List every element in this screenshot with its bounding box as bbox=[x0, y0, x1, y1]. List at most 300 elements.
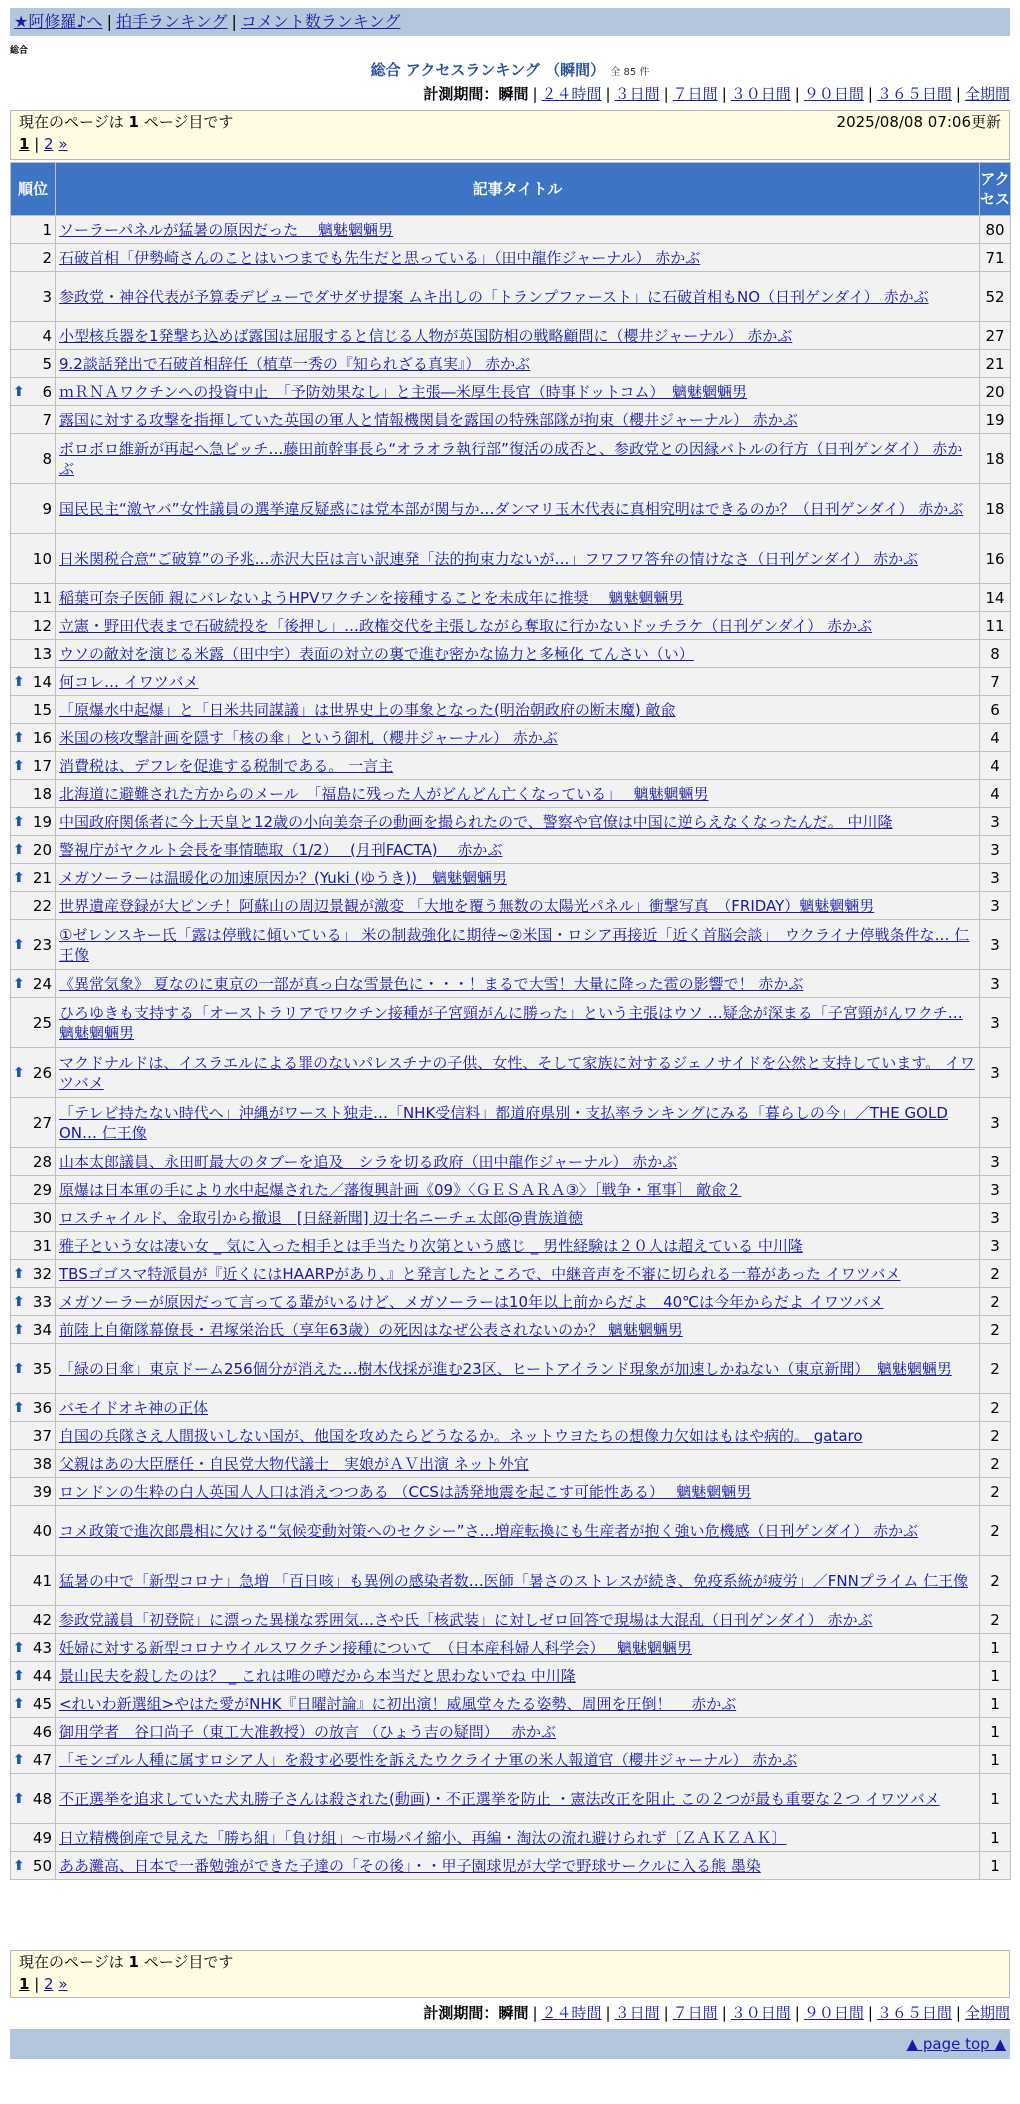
article-link[interactable]: 妊婦に対する新型コロナウイルスワクチン接種について （日本産科婦人科学会） 魑魅魍魎男 bbox=[59, 1638, 692, 1657]
rank-cell bbox=[11, 696, 56, 724]
article-link[interactable]: ウソの敵対を演じる米露（田中宇）表面の対立の裏で進む密かな協力と多極化 てんさい（い） bbox=[59, 644, 694, 663]
period-link-5[interactable]: ９０日間 bbox=[803, 85, 864, 103]
table-row bbox=[11, 970, 1011, 998]
table-row bbox=[11, 1232, 1011, 1260]
title-cell bbox=[56, 534, 980, 584]
rank-number: 29 bbox=[32, 1180, 52, 1199]
rank-number: 7 bbox=[42, 410, 52, 429]
rank-number: 28 bbox=[32, 1152, 52, 1171]
title-cell bbox=[56, 378, 980, 406]
title-cell bbox=[56, 1288, 980, 1316]
rank-number: 37 bbox=[32, 1426, 52, 1445]
table-row bbox=[11, 1344, 1011, 1394]
table-row bbox=[11, 534, 1011, 584]
article-link[interactable]: マクドナルドは、イスラエルによる罪のないパレスチナの子供、女性、そして家族に対するジェノサイドを公然と支持しています。 イワツバメ bbox=[59, 1053, 975, 1092]
up-arrow-icon: ⬆ bbox=[13, 1695, 25, 1712]
pager-prefix: 現在のページは bbox=[19, 1953, 129, 1971]
up-arrow-icon: ⬆ bbox=[13, 1790, 25, 1807]
rank-number: 32 bbox=[32, 1264, 52, 1283]
title-cell bbox=[56, 1662, 980, 1690]
rank-cell bbox=[11, 1422, 56, 1450]
period-link-5[interactable]: ９０日間 bbox=[803, 2004, 864, 2022]
rank-cell bbox=[11, 1606, 56, 1634]
article-link[interactable]: 立憲・野田代表まで石破続投を「後押し」…政権交代を主張しながら奪取に行かないドッチラケ（日刊ゲンダイ） 赤かぶ bbox=[59, 616, 872, 635]
title-cell bbox=[56, 808, 980, 836]
period-separator: | bbox=[721, 85, 727, 103]
top-nav-bar bbox=[10, 8, 1010, 36]
rank-number: 46 bbox=[32, 1722, 52, 1741]
rank-cell bbox=[11, 1148, 56, 1176]
rank-number: 25 bbox=[32, 1013, 52, 1032]
article-link[interactable]: ああ灘高、日本で一番勉強ができた子達の「その後」・・甲子園球児が大学で野球サークルに入る熊 墨染 bbox=[59, 1856, 761, 1875]
up-arrow-icon: ⬆ bbox=[13, 841, 25, 858]
table-row bbox=[11, 1260, 1011, 1288]
title-cell bbox=[56, 434, 980, 484]
article-link[interactable]: <れいわ新選組>やはた愛がNHK『日曜討論』に初出演！威風堂々たる姿勢、周囲を圧倒！ 赤かぶ bbox=[59, 1694, 737, 1713]
access-count: 1 bbox=[980, 1690, 1011, 1718]
up-arrow-icon: ⬆ bbox=[13, 975, 25, 992]
rank-cell bbox=[11, 668, 56, 696]
article-link[interactable]: 国民民主“激ヤバ”女性議員の選挙違反疑惑には党本部が関与か…ダンマリ玉木代表に真相究明はできるのか？（日刊ゲンダイ） 赤かぶ bbox=[59, 499, 964, 518]
rank-cell bbox=[11, 1260, 56, 1288]
access-count: 4 bbox=[980, 724, 1011, 752]
pager-current-page: 1 bbox=[128, 1953, 139, 1971]
article-link[interactable]: コメ政策で進次郎農相に欠ける“気候変動対策へのセクシー”さ…増産転換にも生産者が抱く強い危機感（日刊ゲンダイ） 赤かぶ bbox=[59, 1521, 919, 1540]
rank-cell bbox=[11, 1852, 56, 1880]
title-cell bbox=[56, 1204, 980, 1232]
title-cell bbox=[56, 584, 980, 612]
access-count: 1 bbox=[980, 1824, 1011, 1852]
rank-number: 31 bbox=[32, 1236, 52, 1255]
period-link-7[interactable]: 全期間 bbox=[964, 85, 1010, 103]
up-arrow-icon: ⬆ bbox=[13, 729, 25, 746]
rank-number: 50 bbox=[32, 1856, 52, 1875]
access-count: 71 bbox=[980, 244, 1011, 272]
period-selector-bottom bbox=[10, 2003, 1010, 2023]
access-count: 16 bbox=[980, 534, 1011, 584]
article-link[interactable]: メガソーラーが原因だって言ってる輩がいるけど、メガソーラーは10年以上前からだよ 40℃は今年からだよ イワツバメ bbox=[59, 1292, 884, 1311]
period-link-3[interactable]: ７日間 bbox=[672, 2004, 718, 2022]
rank-cell bbox=[11, 244, 56, 272]
table-row bbox=[11, 1824, 1011, 1852]
period-link-4[interactable]: ３０日間 bbox=[730, 2004, 791, 2022]
access-count: 3 bbox=[980, 998, 1011, 1048]
title-cell bbox=[56, 322, 980, 350]
period-link-4[interactable]: ３０日間 bbox=[730, 85, 791, 103]
access-count: 1 bbox=[980, 1662, 1011, 1690]
access-count: 2 bbox=[980, 1556, 1011, 1606]
access-count: 2 bbox=[980, 1394, 1011, 1422]
nav-link-clap-ranking[interactable]: 拍手ランキング bbox=[115, 12, 228, 31]
article-link[interactable]: 原爆は日本軍の手により水中起爆された／藩復興計画《09》〈ＧＥＳＡＲＡ③〉［戦争・軍事］ 敵兪２ bbox=[59, 1180, 742, 1199]
access-count: 7 bbox=[980, 668, 1011, 696]
table-row bbox=[11, 1774, 1011, 1824]
article-link[interactable]: 「緑の日傘」東京ドーム256個分が消えた…樹木伐採が進む23区、ヒートアイランド現象が加速しかねない（東京新聞） 魑魅魍魎男 bbox=[59, 1359, 952, 1378]
article-link[interactable]: 参政党議員「初登院」に漂った異様な雰囲気…さや氏「核武装」に対しゼロ回答で現場は大混乱（日刊ゲンダイ） 赤かぶ bbox=[59, 1610, 873, 1629]
rank-cell bbox=[11, 1232, 56, 1260]
access-count: 3 bbox=[980, 920, 1011, 970]
page-link-1[interactable]: 1 bbox=[19, 135, 30, 153]
rank-cell bbox=[11, 1718, 56, 1746]
up-arrow-icon: ⬆ bbox=[13, 869, 25, 886]
page-link-2[interactable]: 2 bbox=[44, 135, 54, 153]
table-row bbox=[11, 584, 1011, 612]
access-count: 2 bbox=[980, 1606, 1011, 1634]
rank-cell bbox=[11, 1690, 56, 1718]
access-count: 3 bbox=[980, 864, 1011, 892]
access-count: 6 bbox=[980, 696, 1011, 724]
article-link[interactable]: ソーラーパネルが猛暑の原因だった 魑魅魍魎男 bbox=[59, 220, 394, 239]
period-separator: | bbox=[663, 85, 669, 103]
article-link[interactable]: 前陸上自衛隊幕僚長・君塚栄治氏（享年63歳）の死因はなぜ公表されないのか？ 魑魅魍魎男 bbox=[59, 1320, 683, 1339]
article-link[interactable]: 米国の核攻撃計画を隠す「核の傘」という御札（櫻井ジャーナル） 赤かぶ bbox=[59, 728, 558, 747]
article-link[interactable]: TBSゴゴスマ特派員が『近くにはHAARPがあり、』と発言したところで、中継音声を不審に切られる一幕があった イワツバメ bbox=[59, 1264, 901, 1283]
rank-number: 19 bbox=[32, 812, 52, 831]
title-cell bbox=[56, 1148, 980, 1176]
up-arrow-icon: ⬆ bbox=[13, 1667, 25, 1684]
access-count: 11 bbox=[980, 612, 1011, 640]
access-count: 1 bbox=[980, 1634, 1011, 1662]
rank-number: 22 bbox=[32, 896, 52, 915]
pager-status-line bbox=[19, 1951, 1001, 1973]
table-row bbox=[11, 1746, 1011, 1774]
total-count: 全 85 件 bbox=[610, 67, 650, 78]
up-arrow-icon: ⬆ bbox=[13, 1293, 25, 1310]
rank-cell bbox=[11, 1288, 56, 1316]
article-link[interactable]: 日米関税合意“ご破算”の予兆…赤沢大臣は言い訳連発「法的拘束力ないが…」フワフワ答弁の情けなさ（日刊ゲンダイ） 赤かぶ bbox=[59, 549, 919, 568]
rank-number: 44 bbox=[32, 1666, 52, 1685]
article-link[interactable]: ロンドンの生粋の白人英国人人口は消えつつある （CCSは誘発地震を起こす可能性ある） 魑魅魍魎男 bbox=[59, 1482, 752, 1501]
rank-cell bbox=[11, 1662, 56, 1690]
table-row bbox=[11, 1176, 1011, 1204]
access-count: 1 bbox=[980, 1718, 1011, 1746]
rank-cell bbox=[11, 434, 56, 484]
up-arrow-icon: ⬆ bbox=[13, 383, 25, 400]
table-row bbox=[11, 668, 1011, 696]
next-page-link[interactable]: » bbox=[58, 135, 68, 153]
nav-link-asyura[interactable]: ★阿修羅♪へ bbox=[14, 12, 103, 31]
rank-number: 8 bbox=[42, 449, 52, 468]
rank-number: 9 bbox=[42, 499, 52, 518]
period-separator: | bbox=[605, 85, 611, 103]
period-separator: | bbox=[532, 2004, 538, 2022]
next-page-link[interactable]: » bbox=[58, 1975, 68, 1993]
period-separator: | bbox=[794, 2004, 800, 2022]
rank-cell bbox=[11, 1634, 56, 1662]
period-link-3[interactable]: ７日間 bbox=[672, 85, 718, 103]
rank-cell bbox=[11, 322, 56, 350]
footer-bar bbox=[10, 2029, 1010, 2059]
up-arrow-icon: ⬆ bbox=[13, 1857, 25, 1874]
header-rank: 順位 bbox=[11, 163, 56, 216]
up-arrow-icon: ⬆ bbox=[13, 936, 25, 953]
article-link[interactable]: 何コレ… イワツバメ bbox=[59, 672, 199, 691]
article-link[interactable]: 警視庁がヤクルト会長を事情聴取（1/2） (月刊FACTA) 赤かぶ bbox=[59, 840, 503, 859]
table-row bbox=[11, 892, 1011, 920]
article-link[interactable]: 「原爆水中起爆」と「日米共同謀議」は世界史上の事象となった(明治朝政府の断末魔) 敵兪 bbox=[59, 700, 676, 719]
access-count: 80 bbox=[980, 216, 1011, 244]
rank-number: 33 bbox=[32, 1292, 52, 1311]
table-row bbox=[11, 1422, 1011, 1450]
access-count: 52 bbox=[980, 272, 1011, 322]
title-cell bbox=[56, 1344, 980, 1394]
pager-links bbox=[19, 133, 1001, 155]
rank-number: 24 bbox=[32, 974, 52, 993]
article-link[interactable]: 猛暑の中で「新型コロナ」急増 「百日咳」も異例の感染者数…医師「暑さのストレスが続き、免疫系統が疲労」／FNNプライム 仁王像 bbox=[59, 1571, 969, 1590]
title-cell bbox=[56, 244, 980, 272]
pager-current-page: 1 bbox=[128, 113, 139, 131]
rank-number: 38 bbox=[32, 1454, 52, 1473]
page-link-2[interactable]: 2 bbox=[44, 1975, 54, 1993]
period-link-1[interactable]: ２４時間 bbox=[541, 85, 602, 103]
article-link[interactable]: 雅子という女は凄い女 _ 気に入った相手とは手当たり次第という感じ _ 男性経験は２０人は超えている 中川隆 bbox=[59, 1236, 803, 1255]
article-link[interactable]: 9.2談話発出で石破首相辞任（植草一秀の『知られざる真実』） 赤かぶ bbox=[59, 354, 531, 373]
access-count: 3 bbox=[980, 1204, 1011, 1232]
period-link-2[interactable]: ３日間 bbox=[614, 2004, 660, 2022]
access-count: 2 bbox=[980, 1422, 1011, 1450]
article-link[interactable]: 中国政府関係者に今上天皇と12歳の小向美奈子の動画を撮られたので、警察や官僚は中国に逆らえなくなったんだ。 中川隆 bbox=[59, 812, 893, 831]
pager-suffix: ページ目です bbox=[138, 1953, 234, 1971]
rank-number: 45 bbox=[32, 1694, 52, 1713]
access-count: 20 bbox=[980, 378, 1011, 406]
access-count: 19 bbox=[980, 406, 1011, 434]
table-row bbox=[11, 696, 1011, 724]
rank-cell bbox=[11, 1746, 56, 1774]
period-link-1[interactable]: ２４時間 bbox=[541, 2004, 602, 2022]
nav-link-comment-ranking[interactable]: コメント数ランキング bbox=[240, 12, 401, 31]
article-link[interactable]: メガソーラーは温暖化の加速原因か？(Yuki (ゆうき)) 魑魅魍魎男 bbox=[59, 868, 507, 887]
rank-number: 39 bbox=[32, 1482, 52, 1501]
title-cell bbox=[56, 1422, 980, 1450]
period-link-6[interactable]: ３６５日間 bbox=[876, 2004, 952, 2022]
title-cell bbox=[56, 668, 980, 696]
rank-cell bbox=[11, 378, 56, 406]
title-cell bbox=[56, 1048, 980, 1098]
article-link[interactable]: 山本太郎議員、永田町最大のタブーを追及 シラを切る政府（田中龍作ジャーナル） 赤かぶ bbox=[59, 1152, 678, 1171]
rank-cell bbox=[11, 406, 56, 434]
period-separator: | bbox=[867, 85, 873, 103]
table-row bbox=[11, 1662, 1011, 1690]
access-count: 3 bbox=[980, 892, 1011, 920]
table-row bbox=[11, 920, 1011, 970]
rank-cell bbox=[11, 584, 56, 612]
period-label: 計測期間： bbox=[423, 85, 499, 103]
article-link[interactable]: 稲葉可奈子医師 親にバレないようHPVワクチンを接種することを未成年に推奨 魑魅魍魎男 bbox=[59, 588, 684, 607]
rank-cell bbox=[11, 1176, 56, 1204]
article-link[interactable]: ①ゼレンスキー氏「露は停戦に傾いている」 米の制裁強化に期待~②米国・ロシア再接近「近く首脳会談」 ウクライナ停戦条件な… 仁王像 bbox=[59, 925, 970, 964]
article-link[interactable]: 石破首相「伊勢崎さんのことはいつまでも先生だと思っている」（田中龍作ジャーナル） 赤かぶ bbox=[59, 248, 701, 267]
article-link[interactable]: 「モンゴル人種に属すロシア人」を殺す必要性を訴えたウクライナ軍の米人報道官（櫻井ジャーナル） 赤かぶ bbox=[59, 1750, 798, 1769]
article-link[interactable]: ひろゆきも支持する「オーストラリアでワクチン接種が子宮頸がんに勝った」という主張はウソ …疑念が深まる「子宮頸がんワクチ… 魑魅魍魎男 bbox=[59, 1003, 963, 1042]
page-link-1[interactable]: 1 bbox=[19, 1975, 30, 1993]
rank-cell bbox=[11, 1394, 56, 1422]
rank-number: 12 bbox=[32, 616, 52, 635]
period-label: 計測期間： bbox=[423, 2004, 499, 2022]
title-cell bbox=[56, 1478, 980, 1506]
table-row bbox=[11, 1506, 1011, 1556]
access-count: 2 bbox=[980, 1344, 1011, 1394]
rank-cell bbox=[11, 216, 56, 244]
table-row bbox=[11, 1718, 1011, 1746]
rank-cell bbox=[11, 612, 56, 640]
table-row bbox=[11, 640, 1011, 668]
access-count: 4 bbox=[980, 752, 1011, 780]
table-row bbox=[11, 836, 1011, 864]
pager-separator: | bbox=[29, 1975, 45, 1993]
table-row bbox=[11, 864, 1011, 892]
article-link[interactable]: 露国に対する攻撃を指揮していた英国の軍人と情報機関員を露国の特殊部隊が拘束（櫻井ジャーナル） 赤かぶ bbox=[59, 410, 798, 429]
rank-number: 40 bbox=[32, 1521, 52, 1540]
access-count: 4 bbox=[980, 780, 1011, 808]
page-title bbox=[10, 60, 1010, 83]
rank-cell bbox=[11, 752, 56, 780]
title-cell bbox=[56, 640, 980, 668]
up-arrow-icon: ⬆ bbox=[13, 1751, 25, 1768]
rank-number: 35 bbox=[32, 1359, 52, 1378]
rank-cell bbox=[11, 640, 56, 668]
access-count: 3 bbox=[980, 1148, 1011, 1176]
access-count: 2 bbox=[980, 1260, 1011, 1288]
table-row bbox=[11, 216, 1011, 244]
title-cell bbox=[56, 406, 980, 434]
rank-number: 20 bbox=[32, 840, 52, 859]
header-count: アクセス bbox=[980, 163, 1011, 216]
table-row bbox=[11, 1450, 1011, 1478]
article-link[interactable]: 参政党・神谷代表が予算委デビューでダサダサ提案 ムキ出しの「トランプファースト」に石破首相もNO（日刊ゲンダイ） 赤かぶ bbox=[59, 287, 929, 306]
access-count: 3 bbox=[980, 1098, 1011, 1148]
rank-number: 16 bbox=[32, 728, 52, 747]
table-row bbox=[11, 1288, 1011, 1316]
rank-cell bbox=[11, 724, 56, 752]
period-separator: | bbox=[794, 85, 800, 103]
pager-prefix: 現在のページは bbox=[19, 113, 129, 131]
pager-top bbox=[10, 110, 1010, 160]
article-link[interactable]: 不正選挙を追求していた犬丸勝子さんは殺された(動画)・不正選挙を防止 ・憲法改正を阻止 この２つが最も重要な２つ イワツバメ bbox=[59, 1789, 940, 1808]
article-link[interactable]: 自国の兵隊さえ人間扱いしない国が、他国を攻めたらどうなるか。ネットウヨたちの想像力欠如はもはや病的。 gataro bbox=[59, 1426, 863, 1445]
table-row bbox=[11, 780, 1011, 808]
title-cell bbox=[56, 216, 980, 244]
rank-number: 42 bbox=[32, 1610, 52, 1629]
rank-number: 49 bbox=[32, 1828, 52, 1847]
access-count: 2 bbox=[980, 1478, 1011, 1506]
access-count: 3 bbox=[980, 808, 1011, 836]
title-cell bbox=[56, 1746, 980, 1774]
title-cell bbox=[56, 1718, 980, 1746]
title-cell bbox=[56, 1774, 980, 1824]
rank-number: 27 bbox=[32, 1113, 52, 1132]
rank-number: 13 bbox=[32, 644, 52, 663]
article-link[interactable]: 御用学者 谷口尚子（東工大准教授）の放言 （ひょう吉の疑問） 赤かぶ bbox=[59, 1722, 557, 1741]
table-row bbox=[11, 1690, 1011, 1718]
up-arrow-icon: ⬆ bbox=[13, 1064, 25, 1081]
rank-cell bbox=[11, 970, 56, 998]
period-current: 瞬間 bbox=[498, 2004, 529, 2022]
period-link-7[interactable]: 全期間 bbox=[964, 2004, 1010, 2022]
article-link[interactable]: 消費税は、デフレを促進する税制である。 一言主 bbox=[59, 756, 394, 775]
table-row bbox=[11, 1098, 1011, 1148]
pager-separator: | bbox=[29, 135, 45, 153]
rank-cell bbox=[11, 892, 56, 920]
article-link[interactable]: ｍＲＮＡワクチンへの投資中止 「予防効果なし」と主張―米厚生長官（時事ドットコム） 魑魅魍魎男 bbox=[59, 382, 748, 401]
access-count: 18 bbox=[980, 484, 1011, 534]
rank-cell bbox=[11, 1316, 56, 1344]
rank-number: 41 bbox=[32, 1571, 52, 1590]
article-link[interactable]: バモイドオキ神の正体 bbox=[59, 1398, 209, 1417]
pager-bottom bbox=[10, 1950, 1010, 1998]
article-link[interactable]: 「テレビ持たない時代へ」沖縄がワースト独走…「NHK受信料」都道府県別・支払率ランキングにみる「暮らしの今」／THE GOLD ON… 仁王像 bbox=[59, 1103, 948, 1142]
article-link[interactable]: 父親はあの大臣歴任・自民党大物代議士 実娘がＡＶ出演 ネット外宜 bbox=[59, 1454, 529, 1473]
period-link-6[interactable]: ３６５日間 bbox=[876, 85, 952, 103]
title-cell bbox=[56, 780, 980, 808]
article-link[interactable]: 《異常気象》 夏なのに東京の一部が真っ白な雪景色に・・・！まるで大雪！大量に降った雹の影響で！ 赤かぶ bbox=[59, 974, 804, 993]
article-link[interactable]: 日立精機倒産で見えた「勝ち組」「負け組」～市場パイ縮小、再編・淘汰の流れ避けられず〔ＺＡＫＺＡＫ〕 bbox=[59, 1828, 787, 1847]
article-link[interactable]: 小型核兵器を1発撃ち込めば露国は屈服すると信じる人物が英国防相の戦略顧問に（櫻井ジャーナル） 赤かぶ bbox=[59, 326, 793, 345]
rank-cell bbox=[11, 1478, 56, 1506]
title-cell bbox=[56, 1690, 980, 1718]
rank-number: 26 bbox=[32, 1063, 52, 1082]
up-arrow-icon: ⬆ bbox=[13, 1399, 25, 1416]
table-row bbox=[11, 378, 1011, 406]
rank-cell bbox=[11, 1098, 56, 1148]
table-row bbox=[11, 1606, 1011, 1634]
rank-number: 36 bbox=[32, 1398, 52, 1417]
title-cell bbox=[56, 1232, 980, 1260]
access-count: 3 bbox=[980, 1176, 1011, 1204]
title-cell bbox=[56, 1606, 980, 1634]
title-cell bbox=[56, 1824, 980, 1852]
title-cell bbox=[56, 1634, 980, 1662]
table-row bbox=[11, 612, 1011, 640]
access-count: 21 bbox=[980, 350, 1011, 378]
title-cell bbox=[56, 1394, 980, 1422]
up-arrow-icon: ⬆ bbox=[13, 813, 25, 830]
article-link[interactable]: ロスチャイルド、金取引から撤退 [日経新聞] 辺士名ニーチェ太郎@貴族道徳 bbox=[59, 1208, 583, 1227]
up-arrow-icon: ⬆ bbox=[13, 1360, 25, 1377]
title-cell bbox=[56, 1316, 980, 1344]
access-count: 1 bbox=[980, 1852, 1011, 1880]
article-link[interactable]: 北海道に避難された方からのメール 「福島に残った人がどんどん亡くなっている」 魑魅魍魎男 bbox=[59, 784, 709, 803]
table-row bbox=[11, 1852, 1011, 1880]
table-row bbox=[11, 808, 1011, 836]
period-separator: | bbox=[955, 85, 961, 103]
title-cell bbox=[56, 1852, 980, 1880]
rank-cell bbox=[11, 1204, 56, 1232]
table-row bbox=[11, 1204, 1011, 1232]
title-cell bbox=[56, 1450, 980, 1478]
article-link[interactable]: 世界遺産登録が大ピンチ！阿蘇山の周辺景観が激変 「大地を覆う無数の太陽光パネル」衝撃写真 （FRIDAY）魑魅魍魎男 bbox=[59, 896, 875, 915]
title-cell bbox=[56, 1556, 980, 1606]
access-count: 8 bbox=[980, 640, 1011, 668]
rank-number: 1 bbox=[42, 220, 52, 239]
article-link[interactable]: 景山民夫を殺したのは？ _ これは唯の噂だから本当だと思わないでね 中川隆 bbox=[59, 1666, 576, 1685]
title-cell bbox=[56, 484, 980, 534]
period-link-2[interactable]: ３日間 bbox=[614, 85, 660, 103]
title-cell bbox=[56, 752, 980, 780]
article-link[interactable]: ボロボロ維新が再起へ急ピッチ…藤田前幹事長ら“オラオラ執行部”復活の成否と、参政党との因縁バトルの行方（日刊ゲンダイ） 赤かぶ bbox=[59, 439, 963, 478]
rank-number: 14 bbox=[32, 672, 52, 691]
page-top-link[interactable]: ▲ page top ▲ bbox=[906, 2035, 1006, 2053]
rank-number: 6 bbox=[42, 382, 52, 401]
rank-number: 5 bbox=[42, 354, 52, 373]
title-cell bbox=[56, 1260, 980, 1288]
rank-cell bbox=[11, 1048, 56, 1098]
rank-number: 11 bbox=[32, 588, 52, 607]
title-cell bbox=[56, 612, 980, 640]
access-count: 18 bbox=[980, 434, 1011, 484]
rank-number: 10 bbox=[32, 549, 52, 568]
nav-separator: | bbox=[231, 12, 237, 31]
access-count: 1 bbox=[980, 1774, 1011, 1824]
